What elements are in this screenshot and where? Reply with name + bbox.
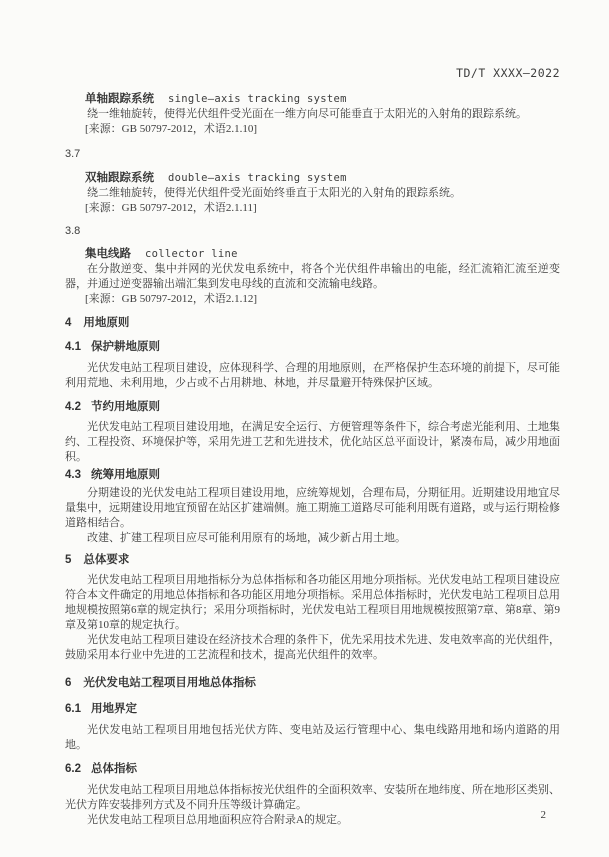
subsection-title: 保护耕地原则 — [91, 341, 160, 353]
section-number: 5 — [65, 554, 72, 566]
term-number: 3.7 — [65, 148, 81, 160]
section-heading-4 — [65, 315, 560, 331]
term-chinese: 集电线路 — [85, 248, 131, 260]
subsection-number: 6.2 — [65, 763, 81, 775]
term-definition: 绕一维轴旋转，使得光伏组件受光面在一维方向尽可能垂直于太阳光的入射角的跟踪系统。 — [87, 108, 527, 120]
section-heading-5 — [65, 552, 560, 568]
page-number: 2 — [540, 809, 546, 821]
paragraph: 光伏发电站工程项目用地包括光伏方阵、变电站及运行管理中心、集电线路用地和场内道路的用地。 — [65, 724, 560, 751]
subsection-number: 4.2 — [65, 401, 81, 413]
subsection-heading-4-1 — [65, 339, 560, 355]
subsection-heading-4-2 — [65, 399, 560, 415]
paragraph: 光伏发电站工程项目总用地面积应符合附录A的规定。 — [87, 814, 348, 826]
subsection-number: 6.1 — [65, 703, 81, 715]
document-code-header: TD/T XXXX—2022 — [456, 66, 560, 80]
term-number: 3.8 — [65, 225, 81, 237]
term-chinese: 双轴跟踪系统 — [85, 172, 154, 184]
subsection-heading-6-2 — [65, 761, 560, 777]
section-number: 4 — [65, 317, 72, 329]
subsection-heading-4-3 — [65, 467, 560, 483]
paragraph: 光伏发电站工程项目建设，应体现科学、合理的用地原则，在严格保护生态环境的前提下，尽可能利用荒地、未利用地，少占或不占用耕地、林地，并尽量避开特殊保护区域。 — [65, 362, 560, 389]
section-title: 总体要求 — [83, 554, 130, 566]
subsection-title: 用地界定 — [91, 703, 137, 715]
subsection-heading-6-1 — [65, 701, 560, 717]
term-definition: 绕二维轴旋转，使得光伏组件受光面始终垂直于太阳光的入射角的跟踪系统。 — [87, 187, 461, 199]
term-definition: 在分散逆变、集中并网的光伏发电系统中，将各个光伏组件串输出的电能，经汇流箱汇流至逆变器，并通过逆变器输出端汇集到发电母线的直流和交流输电线路。 — [65, 263, 560, 290]
term-source: [来源：GB 50797-2012，术语2.1.10] — [85, 123, 258, 135]
paragraph: 光伏发电站工程项目建设在经济技术合理的条件下，优先采用技术先进、发电效率高的光伏组件，鼓励采用本行业中先进的工艺流程和技术，提高光伏组件的效率。 — [65, 634, 560, 661]
paragraph: 光伏发电站工程项目用地指标分为总体指标和各功能区用地分项指标。光伏发电站工程项目建设应符合本文件确定的用地总体指标和各功能区用地分项指标。采用总体指标时，光伏发电站工程项目总用地规模按照第6章的规定执行；采用分项指标时，光伏发电站工程项目用地规模按照第7章、第8章、第9章及第10章的规定执行。 — [65, 574, 560, 631]
subsection-title: 总体指标 — [91, 763, 137, 775]
term-english: collector line — [145, 248, 238, 260]
section-heading-6 — [65, 675, 560, 691]
term-entry-heading — [85, 245, 560, 262]
section-number: 6 — [65, 677, 72, 689]
subsection-number: 4.3 — [65, 469, 81, 481]
term-entry-heading — [85, 169, 560, 186]
paragraph: 分期建设的光伏发电站工程项目建设用地，应统筹规划，合理布局，分期征用。近期建设用地宜尽量集中，远期建设用地宜预留在站区扩建端侧。施工期施工道路尽可能利用既有道路，或与运行期检修道路相结合。 — [65, 487, 560, 529]
term-source: [来源：GB 50797-2012，术语2.1.11] — [85, 202, 257, 214]
paragraph: 改建、扩建工程项目应尽可能利用原有的场地，减少新占用土地。 — [87, 532, 406, 544]
subsection-number: 4.1 — [65, 341, 81, 353]
subsection-title: 节约用地原则 — [91, 401, 160, 413]
section-title: 光伏发电站工程项目用地总体指标 — [83, 677, 256, 689]
term-chinese: 单轴跟踪系统 — [85, 93, 154, 105]
page-content — [65, 66, 560, 828]
term-source: [来源：GB 50797-2012，术语2.1.12] — [85, 293, 258, 305]
term-english: single—axis tracking system — [168, 93, 347, 105]
paragraph: 光伏发电站工程项目建设用地，在满足安全运行、方便管理等条件下，综合考虑光能利用、土地集约、工程投资、环境保护等，采用先进工艺和先进技术，优化站区总平面设计，紧凑布局，减少用地面积。 — [65, 421, 560, 463]
paragraph: 光伏发电站工程项目用地总体指标按光伏组件的全面积效率、安装所在地纬度、所在地形区类别、光伏方阵安装排列方式及不同升压等级计算确定。 — [65, 784, 560, 811]
section-title: 用地原则 — [83, 317, 130, 329]
term-entry-heading — [85, 90, 560, 107]
term-english: double—axis tracking system — [168, 172, 347, 184]
subsection-title: 统筹用地原则 — [91, 469, 160, 481]
